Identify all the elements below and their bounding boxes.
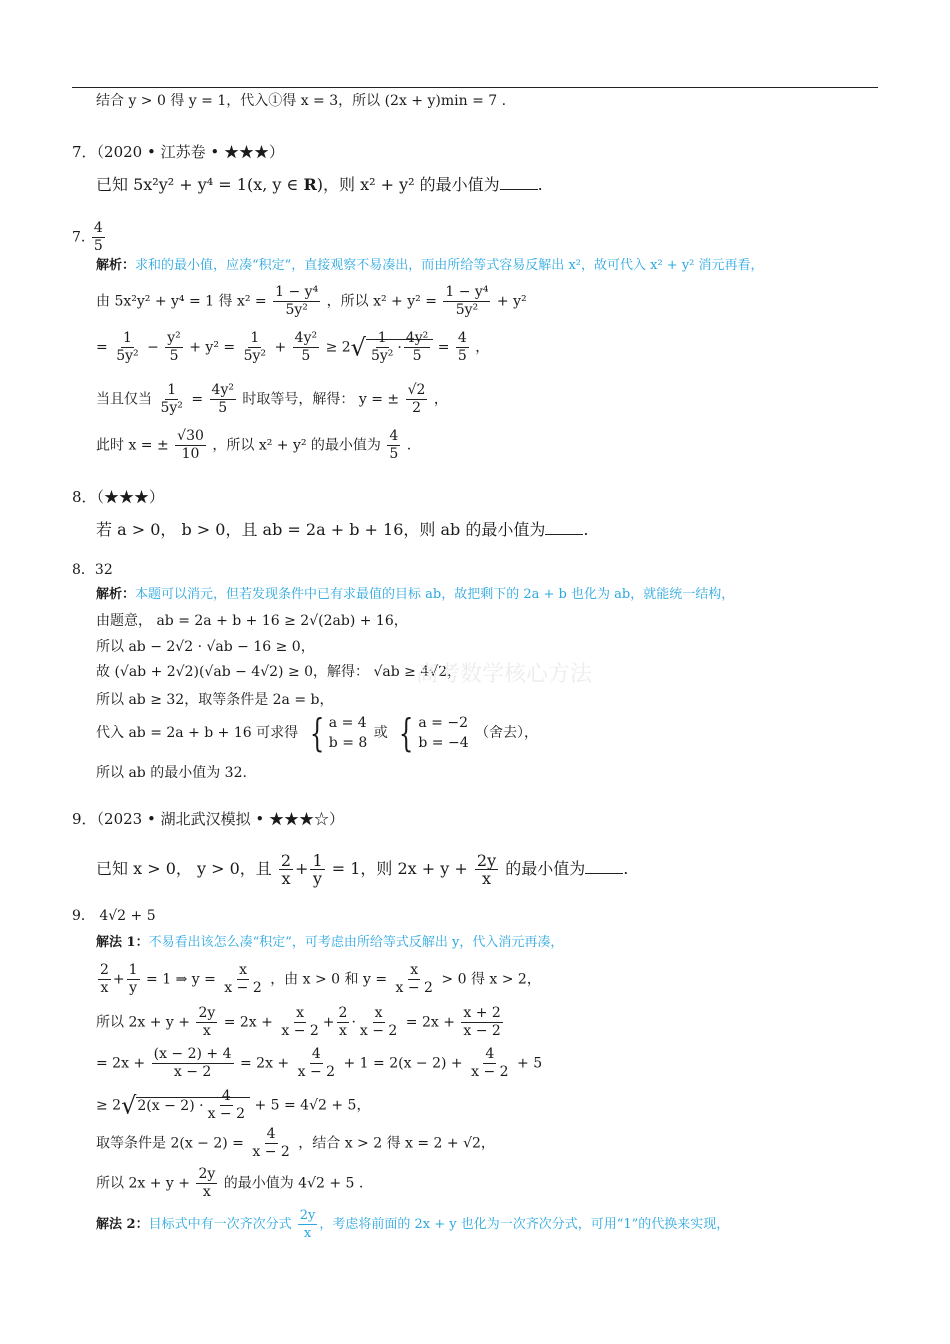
a7-l3-f1: [158, 382, 184, 417]
a8-l5-b: 或: [373, 725, 388, 741]
a9-l3-f1: [152, 1046, 234, 1081]
a9-l3-d1: x − 2: [173, 1064, 212, 1080]
a9-l3-d3: x − 2: [471, 1064, 509, 1080]
a9-l6-d: x: [202, 1184, 211, 1200]
a8-brace-1: {: [309, 711, 324, 755]
a7-l2-a: =: [96, 339, 108, 356]
a8-num: 8．32: [72, 562, 113, 578]
a7-ans-num: 4: [93, 220, 103, 236]
a9-l4-b: + 5 = 4√2 + 5，: [254, 1097, 371, 1114]
a9-method1: [96, 933, 563, 953]
a7-l2-f1: [114, 330, 140, 365]
q9-answer-blank: [585, 871, 623, 874]
a7-l1-n: 1 − y⁴: [275, 284, 319, 300]
a7-l4-a: 此时 x = ±: [96, 437, 169, 454]
a9-l2-d3: x: [339, 1023, 347, 1039]
a7-l2-f4: [293, 330, 319, 365]
a7-l2-n4: 4y²: [294, 330, 318, 346]
a9-l6-f1: [196, 1166, 217, 1201]
header-rule: [72, 87, 878, 88]
a8-analysis-text: 本题可以消元，但若发现条件中已有求最值的目标 ab，故把剩下的 2a + b 也化为 ab，就能统一结构，: [135, 587, 735, 602]
a9-l1-p: +: [112, 971, 125, 988]
a7-l2-f2: [165, 330, 183, 365]
a7-l2-f: ·: [397, 339, 402, 356]
a9-l3-d2: x − 2: [297, 1064, 336, 1080]
a7-l1-frac2: [443, 284, 490, 319]
a8-line6: 所以 ab 的最小值为 32.: [96, 765, 247, 781]
a7-analysis-label: 解析：: [96, 258, 136, 273]
a9-l3-n2: 4: [311, 1046, 321, 1062]
a8-analysis-label: 解析：: [96, 587, 136, 602]
a9-m2-frac: [298, 1207, 318, 1242]
a9-l5-a: 取等条件是 2(x − 2) =: [96, 1135, 244, 1152]
a7-sqrt-body: [366, 330, 433, 364]
a9-l4-n: 4: [221, 1088, 231, 1104]
a9-line3: [96, 1046, 542, 1081]
a9-l1-a: = 1 ⇒ y =: [146, 971, 216, 988]
a9-l4-in: 2(x − 2) ·: [137, 1097, 204, 1114]
a7-l3-n: √2: [407, 382, 426, 398]
a7-l4-f1: [175, 428, 206, 463]
a7-l4-d2: 5: [389, 446, 399, 462]
a7-l3-a: 当且仅当: [96, 391, 152, 408]
q9-f1: [279, 852, 293, 887]
a9-l3-b: = 2x +: [239, 1055, 290, 1072]
a8-line2: 所以 ab − 2√2 · √ab − 16 ≥ 0，: [96, 639, 315, 655]
a7-l1-frac1: [273, 284, 320, 319]
q7-stem: [96, 175, 543, 195]
a9-m1-label: 解法 1：: [96, 935, 149, 950]
q8-header: 8．（★★★）: [72, 488, 165, 506]
a9-l2-f2: [279, 1005, 320, 1040]
q9-stem-e: .: [623, 859, 629, 878]
q7-stem-c: .: [537, 175, 543, 194]
q8-stem-a: 若 a > 0， b > 0，且 ab = 2a + b + 16，则 ab 的最小值为: [96, 520, 546, 539]
a8-r4: b = −4: [418, 735, 469, 751]
a9-m1-text: 不易看出该怎么凑“积定”，可考虑由所给等式反解出 y，代入消元再凑，: [148, 935, 564, 950]
q9-stem-c: 的最小值为: [505, 859, 586, 878]
a9-num: 9． 4√2 + 5: [72, 908, 156, 924]
q7-stem-a: 已知 5x²y² + y⁴ = 1(x, y ∈: [96, 175, 304, 194]
a9-line1: [96, 962, 541, 997]
a8-rows-1: [329, 713, 368, 753]
a8-l5-c: （舍去），: [475, 725, 539, 741]
a9-l3-c: + 1 = 2(x − 2) +: [343, 1055, 463, 1072]
a9-m2-text-b: ，考虑将前面的 2x + y 也化为一次齐次分式，可用“1”的代换来实现，: [319, 1217, 730, 1232]
a9-l2-a: 所以 2x + y +: [96, 1014, 190, 1031]
a7-l2-d2: 5: [169, 348, 179, 364]
a7-l1-d2: 5y²: [455, 302, 479, 318]
a7-ans-den: 5: [93, 238, 103, 254]
a7-line4: [96, 428, 411, 463]
a7-l2-n5: 4: [457, 330, 467, 346]
a9-l1-f4: [394, 962, 435, 997]
a9-sqrt-sign: √: [121, 1091, 137, 1120]
a7-l4-n2: 4: [389, 428, 399, 444]
a7-l1-b: ，所以 x² + y² =: [326, 293, 437, 310]
a8-analysis: [96, 585, 734, 605]
q7-stem-R: R: [303, 175, 317, 194]
a8-l5-a: 代入 ab = 2a + b + 16 可求得: [96, 725, 299, 741]
a9-l1-f2: [127, 962, 140, 997]
a8-rows-2: [418, 713, 468, 753]
q9-n2: 1: [312, 851, 323, 870]
a9-l1-d4: x − 2: [395, 980, 433, 996]
a7-l2-d4b: 5: [412, 348, 422, 364]
watermark: 高考数学核心方法: [416, 662, 593, 687]
a7-l2-f7: [456, 330, 469, 365]
a9-l4-a: ≥ 2: [96, 1097, 122, 1114]
a7-l2-h: ，: [475, 339, 490, 356]
a9-l2-n2: x: [296, 1005, 305, 1021]
a9-l2-d: = 2x +: [405, 1014, 455, 1031]
a9-l5-d: x − 2: [252, 1144, 290, 1160]
a7-l3-d1: 5y²: [160, 400, 183, 416]
a9-l6-a: 所以 2x + y +: [96, 1175, 190, 1192]
a7-num: 7.: [72, 229, 86, 246]
a9-l3-d: + 5: [517, 1055, 543, 1072]
a7-l2-n3: 1: [250, 330, 260, 346]
q9-p: +: [295, 859, 309, 878]
a9-l2-d2: x − 2: [281, 1023, 319, 1039]
a7-line1: [96, 284, 527, 319]
a8-line4: 所以 ab ≥ 32，取等条件是 2a = b，: [96, 692, 334, 708]
a9-l3-n1: (x − 2) + 4: [153, 1046, 232, 1062]
a7-l2-c: + y² =: [189, 339, 236, 356]
q9-f2: [310, 852, 324, 887]
a9-l1-f3: [222, 962, 263, 997]
a7-l2-d5: 5: [457, 348, 467, 364]
a7-l2-d: +: [274, 339, 287, 356]
a7-l2-f3: [242, 330, 268, 365]
a7-l2-n2: y²: [167, 330, 181, 346]
a9-l1-d1: x: [100, 980, 109, 996]
a7-l3-n1: 1: [167, 382, 177, 398]
a9-l1-n1: 2: [100, 962, 109, 978]
a9-l2-f5: [461, 1005, 502, 1040]
a9-l1-b: ，由 x > 0 和 y =: [270, 971, 388, 988]
q9-d2: y: [313, 869, 323, 888]
q7-answer-blank: [500, 187, 538, 190]
a9-l2-f4: [358, 1005, 399, 1040]
q9-n1: 2: [280, 851, 292, 870]
a7-l2-d1: 5y²: [116, 348, 139, 364]
a8-r2: b = 8: [328, 735, 368, 751]
a9-l4-d: x − 2: [207, 1106, 245, 1122]
a8-brace-2: {: [399, 711, 414, 755]
top-line: 结合 y > 0 得 y = 1，代入①得 x = 3，所以 (2x + y)min = 7 .: [96, 93, 507, 109]
q9-header: 9．（2023 • 湖北武汉模拟 • ★★★☆）: [72, 810, 344, 828]
a7-l1-a: 由 5x²y² + y⁴ = 1 得 x² =: [96, 293, 267, 310]
a9-l2-n1: 2y: [198, 1005, 216, 1021]
a7-answer: [72, 220, 107, 255]
a7-l3-b: =: [191, 391, 204, 408]
a7-l2-f6: [404, 330, 430, 365]
a7-l2-n1b: 1: [377, 330, 387, 346]
a9-l2-n4: x: [374, 1005, 383, 1021]
a9-line5: [96, 1126, 495, 1161]
a9-l5-n: 4: [266, 1126, 276, 1142]
a9-l1-n4: x: [410, 962, 419, 978]
a9-l5-b: ，结合 x > 2 得 x = 2 + √2，: [298, 1135, 495, 1152]
a7-l4-n: √30: [177, 428, 204, 444]
a8-system-2: [394, 713, 468, 753]
a7-l3-d: 2: [412, 400, 421, 416]
a9-l2-f1: [196, 1005, 217, 1040]
a9-l3-n3: 4: [485, 1046, 495, 1062]
a7-l3-c: 时取等号，解得： y = ±: [242, 391, 400, 408]
a9-l1-d2: y: [129, 980, 138, 996]
a9-m2-label: 解法 2：: [96, 1217, 149, 1232]
q9-d1: x: [281, 869, 291, 888]
a7-l2-b: −: [147, 339, 159, 356]
q9-stem-b: = 1，则 2x + y +: [331, 859, 468, 878]
a7-l1-d: 5y²: [285, 302, 308, 318]
a9-l4-f1: [206, 1088, 247, 1123]
a9-m2-n: 2y: [299, 1208, 316, 1223]
a8-r1: a = 4: [328, 715, 367, 731]
a8-line1: 由题意， ab = 2a + b + 16 ≥ 2√(2ab) + 16，: [96, 613, 408, 629]
a7-l1-c: + y²: [496, 293, 527, 310]
a9-l1-d3: x − 2: [224, 980, 262, 996]
q8-stem-b: .: [583, 520, 589, 539]
a7-l2-n1: 1: [122, 330, 132, 346]
a9-m2-text-a: 目标式中有一次齐次分式: [148, 1217, 292, 1232]
a7-l4-c: .: [406, 437, 412, 454]
a7-analysis: [96, 256, 764, 276]
a7-l2-d4: 5: [301, 348, 311, 364]
a9-sqrt-body: [136, 1088, 250, 1122]
a7-l3-n2: 4y²: [211, 382, 234, 398]
a7-l2-d1b: 5y²: [370, 348, 394, 364]
a7-l3-d2: 5: [218, 400, 228, 416]
a7-l2-d3: 5y²: [243, 348, 267, 364]
a7-line2: [96, 330, 489, 365]
a9-line2: [96, 1005, 505, 1040]
a9-l2-d4: x − 2: [359, 1023, 398, 1039]
a7-l2-g: =: [437, 339, 450, 356]
a9-l6-n: 2y: [198, 1166, 216, 1182]
a7-l4-d: 10: [181, 446, 200, 462]
a8-line3: 故 (√ab + 2√2)(√ab − 4√2) ≥ 0，解得： √ab ≥ 4√2，: [96, 664, 462, 680]
a9-l1-n3: x: [239, 962, 247, 978]
q9-f3: [475, 852, 498, 887]
q9-n3: 2y: [476, 851, 497, 870]
a7-l4-b: ，所以 x² + y² 的最小值为: [212, 437, 381, 454]
a7-sqrt-sign: √: [350, 333, 366, 362]
a9-l2-f3: [337, 1005, 350, 1040]
a8-line5: [96, 713, 538, 753]
a9-l5-f1: [250, 1126, 291, 1161]
a9-l6-b: 的最小值为 4√2 + 5 .: [223, 1175, 364, 1192]
a8-r3: a = −2: [418, 715, 468, 731]
a9-m2-d: x: [303, 1226, 312, 1241]
a9-line6: [96, 1166, 363, 1201]
a7-l2-f5: [369, 330, 395, 365]
a9-l1-f1: [98, 962, 111, 997]
a7-line3: [96, 382, 448, 417]
a9-l2-n5: x + 2: [463, 1005, 501, 1021]
a9-l1-c: > 0 得 x > 2，: [441, 971, 541, 988]
q7-header: 7．（2020 • 江苏卷 • ★★★）: [72, 143, 284, 161]
a9-line4: [96, 1088, 370, 1123]
a7-l4-f2: [387, 428, 400, 463]
a9-l2-n3: 2: [338, 1005, 348, 1021]
a7-l3-e: ，: [433, 391, 448, 408]
a7-l2-e: ≥ 2: [325, 339, 351, 356]
a9-l2-b: = 2x +: [223, 1014, 273, 1031]
a9-l3-f3: [469, 1046, 510, 1081]
q9-d3: x: [482, 869, 492, 888]
q8-stem: [96, 520, 588, 540]
a7-answer-fraction: [92, 220, 105, 255]
a8-system-1: [305, 713, 368, 753]
a7-l2-n4b: 4y²: [405, 330, 429, 346]
a9-l2-d1: x: [202, 1023, 211, 1039]
a9-method2: [96, 1207, 729, 1242]
q9-stem: [96, 852, 628, 887]
a9-l2-dot: ·: [351, 1014, 356, 1031]
q7-stem-b: )，则 x² + y² 的最小值为: [316, 175, 500, 194]
q9-stem-a: 已知 x > 0， y > 0，且: [96, 859, 272, 878]
a7-analysis-text: 求和的最小值，应凑“积定”，直接观察不易凑出，而由所给等式容易反解出 x²，故可代入 x² + y² 消元再看，: [135, 258, 764, 273]
a7-l1-n2: 1 − y⁴: [445, 284, 489, 300]
a9-l2-c: +: [322, 1014, 335, 1031]
a9-l3-a: = 2x +: [96, 1055, 146, 1072]
a9-l3-f2: [296, 1046, 337, 1081]
a9-l2-d5: x − 2: [463, 1023, 501, 1039]
a7-l3-f3: [406, 382, 428, 417]
a9-l1-n2: 1: [128, 962, 138, 978]
q8-answer-blank: [545, 532, 583, 535]
a7-l3-f2: [210, 382, 236, 417]
